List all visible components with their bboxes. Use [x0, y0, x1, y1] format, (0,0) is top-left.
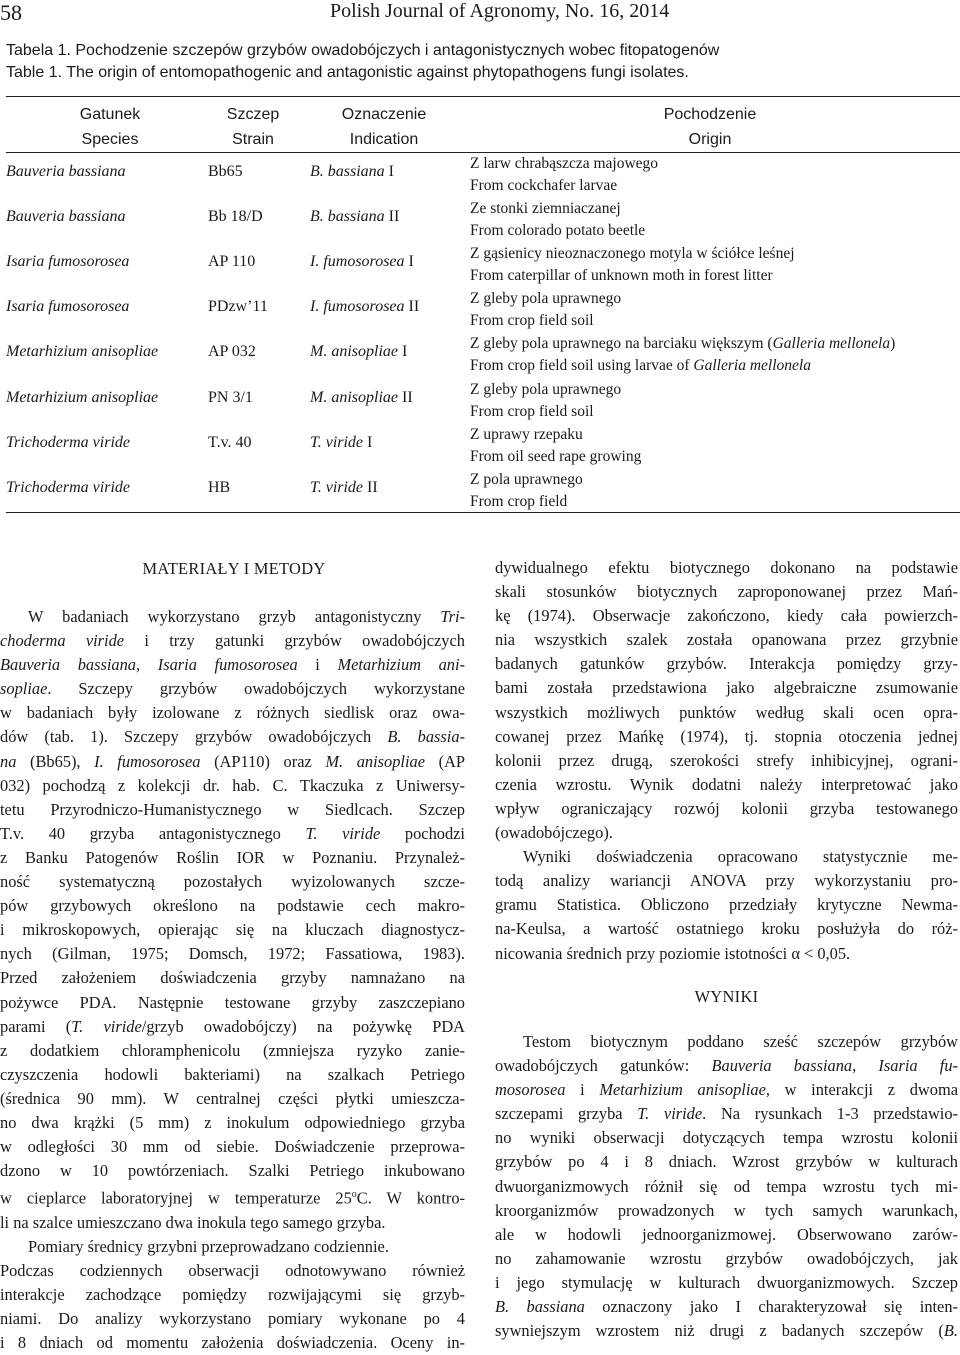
table-cell-indication: B. bassiana II — [310, 208, 400, 226]
col-header-species: Gatunek Species — [79, 106, 141, 148]
table-cell-species: Trichoderma viride — [6, 478, 130, 496]
text-line: sywniejszym wzrostem niż drugi z badanych szczepów (B. — [495, 1321, 958, 1341]
table-cell-strain: T.v. 40 — [208, 433, 252, 451]
text-line: nicowania średnich przy poziomie istotności α < 0,05. — [495, 943, 851, 963]
col-header-strain: Szczep Strain — [226, 106, 280, 148]
text-line: pożywce PDA. Następnie testowane grzyby zaszczepiano — [0, 992, 465, 1012]
table-cell-origin-en: From cockchafer larvae — [470, 177, 618, 194]
text-line: z Banku Patogenów Roślin IOR w Poznaniu. Przynależ- — [0, 847, 465, 867]
table-cell-indication: T. viride I — [310, 433, 373, 451]
text-line: grzybów po 4 i 8 dniach. Wzrost grzybów w kulturach — [495, 1152, 958, 1172]
text-line: nych (Gilman, 1975; Domsch, 1972; Fassatiowa, 1983). — [0, 944, 465, 964]
text-line: czyszczenia hodowli bakteriami) na szalkach Petriego — [0, 1064, 465, 1084]
text-line: B. bassiana oznaczony jako I charakteryzował się inten- — [495, 1297, 958, 1317]
table-cell-species: Isaria fumosorosea — [6, 253, 130, 271]
text-line: T.v. 40 grzyba antagonistycznego T. viride pochodzi — [0, 823, 465, 843]
table-cell-strain: HB — [208, 478, 231, 496]
text-line: szczepami grzyba T. viride. Na rysunkach 1-3 przedstawio- — [495, 1104, 958, 1124]
text-line: w odległości 30 mm od siebie. Doświadczenie przeprowa- — [0, 1137, 465, 1157]
results-body — [495, 1030, 958, 1343]
text-line: dzono w 10 powtórzeniach. Szalki Petriego inkubowano — [0, 1161, 465, 1181]
table-cell-species: Bauveria bassiana — [6, 208, 126, 226]
table-cell-origin-en: From crop field soil using larvae of Galleria mellonela — [470, 357, 811, 375]
table-cell-strain: PDzw’11 — [208, 298, 268, 316]
text-line: W badaniach wykorzystano grzyb antagonistyczny Tri- — [28, 607, 465, 626]
table-cell-origin-en: From crop field soil — [470, 402, 594, 420]
table-cell-species: Metarhizium anisopliae — [6, 343, 159, 361]
text-line: todą analizy wariancji ANOVA przy wykorzystaniu pro- — [495, 871, 958, 891]
text-line: (owadobójczego). — [495, 823, 613, 843]
col-header-indication: Oznaczenie Indication — [341, 106, 427, 148]
text-line: dywidualnego efektu biotycznego dokonano na podstawie — [495, 558, 958, 577]
text-line: Pomiary średnicy grzybni przeprowadzano codziennie. — [28, 1236, 389, 1256]
text-line: parami (T. viride/grzyb owadobójczy) na pożywkę PDA — [0, 1016, 466, 1036]
text-line: i jego stymulację w kulturach dwuorganizmowych. Szczep — [495, 1272, 958, 1292]
table-cell-strain: Bb 18/D — [208, 208, 263, 226]
table-cell-species: Isaria fumosorosea — [6, 298, 130, 316]
page-number: 58 — [0, 0, 22, 25]
text-line: (średnica 90 mm). W centralnej części płytki umieszcza- — [0, 1088, 465, 1108]
text-line: i mikroskopowych, opierając się na kluczach diagnostycz- — [0, 920, 465, 940]
text-line: choderma viride i trzy gatunki grzybów owadobójczych — [0, 631, 465, 651]
text-line: dwuorganizmowych różnił się od tempa wzrostu tych mi- — [495, 1176, 958, 1196]
text-line: ale w hodowli jednoorganizmowej. Obserwowano zarów- — [495, 1224, 958, 1244]
methods-body — [0, 605, 465, 1355]
table-cell-species: Metarhizium anisopliae — [6, 388, 159, 406]
text-line: na (Bb65), I. fumosorosea (AP110) oraz M. anisopliae (AP — [0, 751, 466, 771]
table-bottom-rule — [6, 512, 960, 513]
table-cell-indication: M. anisopliae II — [310, 388, 413, 406]
text-line: bami została przedstawiona jako algebraiczne zsumowanie — [495, 678, 958, 698]
table-cell-origin-pl: Z pola uprawnego — [470, 470, 583, 488]
text-line: wpływ ograniczający rozwój kolonii grzyba testowanego — [495, 798, 958, 818]
text-line: no dwa krążki (5 mm) z inokulum odpowiedniego grzyba — [0, 1112, 465, 1132]
text-line: nia wszystkich szalek została opanowana przez grzybnie — [495, 630, 958, 650]
table-cell-strain: Bb65 — [208, 163, 243, 180]
table-cell-origin-pl: Z gleby pola uprawnego — [470, 290, 622, 308]
text-line: w cieplarce laboratoryjnej w temperaturze 25$^o$C. W kontro- — [0, 1188, 465, 1208]
text-line: w badaniach były izolowane z różnych siedlisk oraz owa- — [0, 703, 465, 723]
table-cell-origin-en: From caterpillar of unknown moth in forest litter — [470, 267, 773, 285]
table-cell-origin-en: From crop field soil — [470, 312, 594, 330]
text-line: badanych gatunków grzybów. Interakcja pomiędzy grzy- — [495, 654, 958, 674]
table-cell-strain: PN 3/1 — [208, 388, 253, 406]
table-cell-indication: I. fumosorosea II — [310, 298, 420, 316]
text-line: li na szalce umieszczano dwa inokula tego samego grzyba. — [0, 1212, 386, 1232]
table-cell-origin-pl: Z gleby pola uprawnego na barciaku większym (Galleria mellonela) — [470, 335, 896, 353]
text-line: kolonii przez drugą, szerokości strefy inhibicyjnej, ograni- — [495, 750, 958, 770]
results-heading: WYNIKI — [694, 987, 759, 1006]
table-caption-pl: Tabela 1. Pochodzenie szczepów grzybów owadobójczych i antagonistycznych wobec fitopatogenów — [6, 42, 720, 59]
text-line: mosorosea i Metarhizium anisopliae, w interakcji z dwoma — [495, 1080, 958, 1100]
table-cell-species: Trichoderma viride — [6, 433, 130, 451]
table-cell-species: Bauveria bassiana — [6, 163, 126, 180]
text-line: Testom biotycznym poddano sześć szczepów grzybów — [523, 1032, 958, 1051]
methods-heading: MATERIAŁY I METODY — [142, 559, 326, 578]
text-line: 032) pochodzą z kolekcji dr. hab. C. Tkaczuka z Uniwersy- — [0, 775, 465, 795]
methods-body-continued — [495, 556, 958, 966]
text-line: niami. Do analizy wykorzystano pomiary wykonane po 4 — [0, 1309, 465, 1329]
table-cell-origin-pl: Z uprawy rzepaku — [470, 425, 583, 443]
journal-title: Polish Journal of Agronomy, No. 16, 2014 — [330, 0, 670, 22]
text-line: Przed założeniem doświadczenia grzyby namnażano na — [0, 968, 465, 988]
table-cell-origin-en: From oil seed rape growing — [470, 447, 642, 465]
table-cell-indication: T. viride II — [310, 478, 378, 496]
table-top-rule — [6, 96, 960, 97]
table-cell-strain: AP 110 — [208, 253, 256, 271]
text-line: tetu Przyrodniczo-Humanistycznego w Siedlcach. Szczep — [0, 799, 465, 819]
text-line: no zahamowanie wzrostu grzybów owadobójczych, jak — [495, 1248, 958, 1268]
text-line: gramu Statistica. Obliczono przedziały krytyczne Newma- — [495, 895, 958, 915]
text-line: z dodatkiem chloramphenicolu (zmniejsza ryzyko zanie- — [0, 1040, 465, 1060]
text-line: ność systematyczną pozostałych wyizolowanych szcze- — [0, 872, 465, 892]
text-line: Wyniki doświadczenia opracowano statystycznie me- — [523, 847, 958, 867]
table-caption-en: Table 1. The origin of entomopathogenic and antagonistic against phytopathogens fungi isolates. — [6, 64, 689, 81]
text-line: cowanej przez Mańkę (1974), tj. stopnia otoczenia jednej — [495, 726, 958, 746]
text-line: czenia wzrostu. Wynik dodatni należy interpretować jako — [495, 774, 958, 794]
table-cell-origin-en: From crop field — [470, 492, 568, 510]
text-line: skali stosunków biotycznych zaproponowanej przez Mań- — [495, 582, 958, 602]
table-cell-origin-pl: Z gleby pola uprawnego — [470, 380, 622, 398]
text-line: interakcje zachodzące pomiędzy rozwijającymi się grzyb- — [0, 1285, 465, 1305]
text-line: kroorganizmów prowadzonych w tych samych warunkach, — [495, 1200, 958, 1220]
text-line: Bauveria bassiana, Isaria fumosorosea i Metarhizium ani- — [0, 655, 466, 675]
text-line: pów grzybowych określono na podstawie cech makro- — [0, 896, 465, 916]
table-cell-strain: AP 032 — [208, 343, 256, 361]
text-line: dów (tab. 1). Szczepy grzybów owadobójczych B. bassia- — [0, 727, 465, 747]
text-line: i 8 dniach od momentu założenia doświadczenia. Oceny in- — [0, 1333, 465, 1353]
text-line: no wyniki obserwacji dotyczących tempa wzrostu kolonii — [495, 1128, 958, 1148]
text-line: owadobójczych gatunków: Bauveria bassiana, Isaria fu- — [495, 1056, 959, 1076]
text-line: na-Keulsa, a wartość ostatniego kroku posłużyła do róż- — [495, 919, 958, 939]
text-line: kę (1974). Obserwacje zakończono, kiedy cała powierzch- — [495, 606, 958, 626]
table-cell-origin-pl: Z larw chrabąszcza majowego — [470, 155, 659, 172]
table-cell-origin-pl: Ze stonki ziemniaczanej — [470, 200, 621, 218]
text-line: Podczas codziennych obserwacji odnotowywano również — [0, 1261, 465, 1280]
table-cell-origin-pl: Z gąsienicy nieoznaczonego motyla w ściółce leśnej — [470, 245, 795, 263]
table-cell-indication: I. fumosorosea I — [310, 253, 414, 271]
table-cell-indication: B. bassiana I — [310, 163, 394, 180]
text-line: wszystkich możliwych punktów według skali ocen opra- — [495, 702, 958, 722]
col-header-origin: Pochodzenie Origin — [663, 106, 757, 148]
text-line: sopliae. Szczepy grzybów owadobójczych wykorzystane — [0, 679, 465, 699]
table-cell-origin-en: From colorado potato beetle — [470, 222, 646, 240]
table-cell-indication: M. anisopliae I — [310, 343, 408, 361]
